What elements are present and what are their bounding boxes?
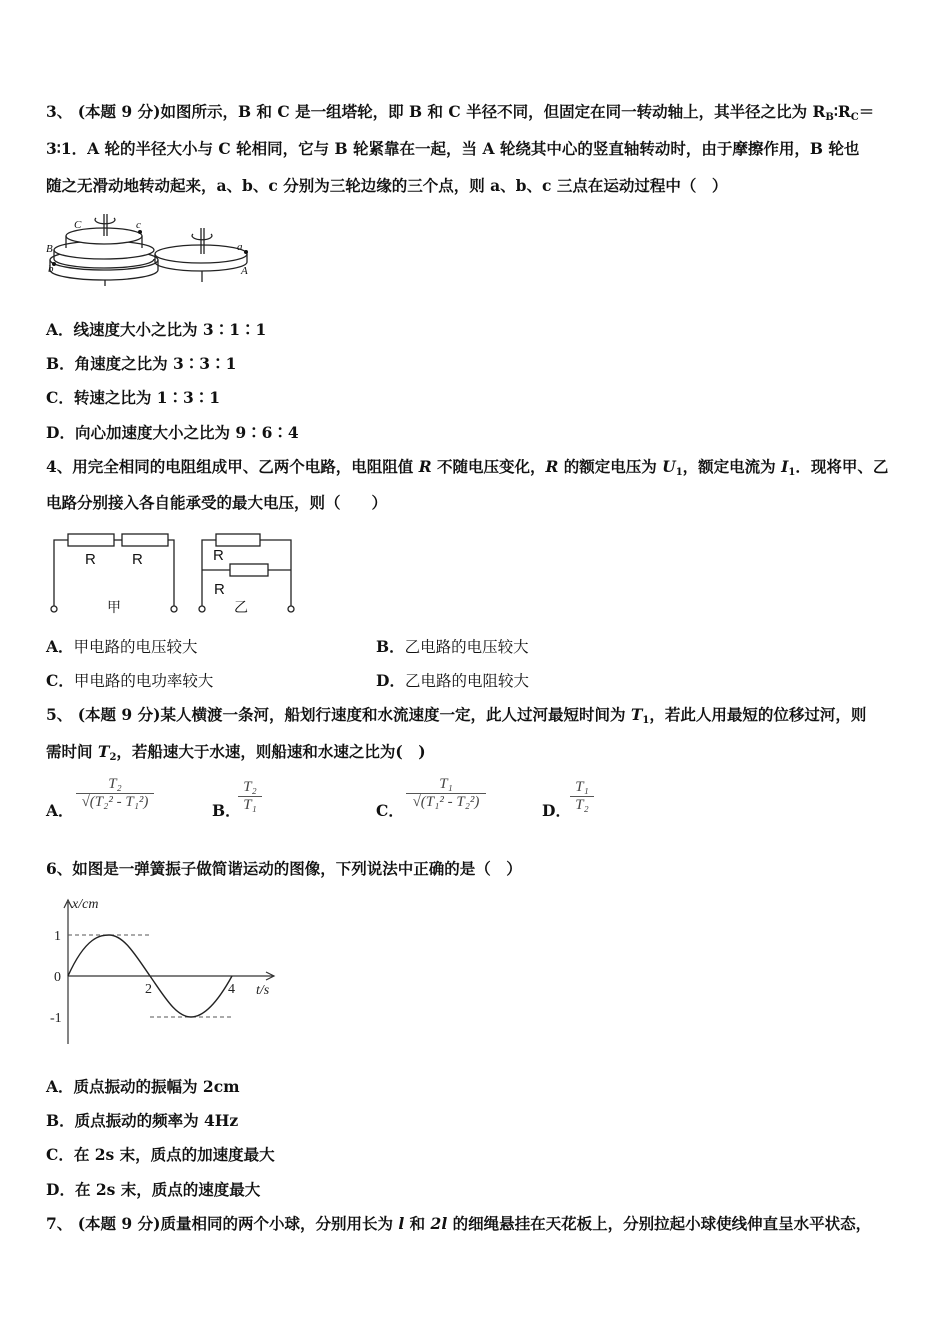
q3-line-3: 随之无滑动地转动起来，a、b、c 分别为三轮边缘的三个点，则 a、b、c 三点在运动过程中（ ） bbox=[46, 176, 728, 195]
resistor-r1-label: R bbox=[85, 551, 96, 568]
q4-line-2: 电路分别接入各自能承受的最大电压，则（ ） bbox=[46, 493, 388, 512]
q4-option-a[interactable]: A．甲电路的电压较大 bbox=[46, 637, 198, 656]
q5-line-1: 5、 (本题 9 分)某人横渡一条河，船划行速度和水流速度一定，此人过河最短时间为 $T_1$，若此人用最短的位移过河，则 bbox=[46, 705, 867, 726]
q5-option-d-fraction: $\frac{\text{T₁}}{\text{T₂}}$ bbox=[570, 779, 594, 814]
q3-option-c[interactable]: C．转速之比为 1∶3∶1 bbox=[46, 388, 221, 407]
q3-line-1: 3、 (本题 9 分)如图所示，B 和 C 是一组塔轮，即 B 和 C 半径不同，但固定在同一转动轴上，其半径之比为 $R_B∶R_C=$ bbox=[46, 102, 875, 123]
graph-x-tick-4: 4 bbox=[228, 982, 235, 997]
q4-option-c[interactable]: C．甲电路的电功率较大 bbox=[46, 671, 214, 690]
graph-y-tick-1: 1 bbox=[54, 929, 61, 944]
graph-y-tick-neg1: -1 bbox=[50, 1011, 62, 1026]
q6-option-b[interactable]: B．质点振动的频率为 4Hz bbox=[46, 1111, 239, 1130]
circuit-figure bbox=[46, 524, 306, 616]
q5-option-d[interactable]: D． bbox=[542, 801, 571, 820]
q3-line-2: 3∶1．A 轮的半径大小与 C 轮相同，它与 B 轮紧靠在一起，当 A 轮绕其中心的竖直轴转动时，由于摩擦作用，B 轮也 bbox=[46, 139, 860, 158]
resistor-r2-label: R bbox=[132, 551, 143, 568]
label-C: C bbox=[74, 219, 82, 231]
graph-x-tick-2: 2 bbox=[145, 982, 152, 997]
label-b: b bbox=[48, 263, 54, 275]
q5-option-b-fraction: $\frac{\text{T₂}}{\text{T₁}}$ bbox=[238, 779, 262, 814]
label-c: c bbox=[136, 219, 141, 231]
q6-option-d[interactable]: D．在 2s 末，质点的速度最大 bbox=[46, 1180, 261, 1199]
q3-option-b[interactable]: B．角速度之比为 3∶3∶1 bbox=[46, 354, 237, 373]
shm-graph bbox=[46, 896, 286, 1048]
graph-y-tick-0: 0 bbox=[54, 970, 61, 985]
q6-option-a[interactable]: A．质点振动的振幅为 2cm bbox=[46, 1077, 240, 1096]
q6-stem: 6、如图是一弹簧振子做简谐运动的图像，下列说法中正确的是（ ） bbox=[46, 859, 522, 878]
q4-option-b[interactable]: B．乙电路的电压较大 bbox=[376, 637, 529, 656]
circuit-jia-label: 甲 bbox=[107, 599, 121, 615]
q7-line-1: 7、 (本题 9 分)质量相同的两个小球，分别用长为 l 和 2l 的细绳悬挂在天花板上，分别拉起小球使线伸直呈水平状态， bbox=[46, 1214, 872, 1233]
resistor-r4-label: R bbox=[214, 581, 225, 598]
q5-option-b[interactable]: B． bbox=[212, 801, 241, 820]
label-A: A bbox=[241, 265, 248, 277]
q5-line-2: 需时间 $T_2$，若船速大于水速，则船速和水速之比为( ) bbox=[46, 742, 426, 763]
tower-wheel-figure bbox=[46, 206, 256, 288]
q4-line-1: 4、用完全相同的电阻组成甲、乙两个电路，电阻阻值 R 不随电压变化，R 的额定电压为 $U_1$，额定电流为 $I_1$．现将甲、乙 bbox=[46, 457, 889, 478]
resistor-r3-label: R bbox=[213, 547, 224, 564]
q5-option-a-fraction: $\frac{\text{T₂}}{\text{√(T₂² - T₁²)}}$ bbox=[76, 776, 154, 811]
graph-y-axis-label: x/cm bbox=[72, 897, 99, 912]
q5-option-c[interactable]: C． bbox=[376, 801, 404, 820]
label-B: B bbox=[46, 243, 53, 255]
q5-option-c-fraction: $\frac{\text{T₁}}{\text{√(T₁² - T₂²)}}$ bbox=[406, 776, 486, 811]
q5-option-a[interactable]: A． bbox=[46, 801, 74, 820]
q3-option-d[interactable]: D．向心加速度大小之比为 9∶6∶4 bbox=[46, 423, 299, 442]
label-a: a bbox=[237, 241, 243, 253]
circuit-yi-label: 乙 bbox=[234, 599, 248, 615]
graph-x-axis-label: t/s bbox=[256, 983, 270, 998]
q6-option-c[interactable]: C．在 2s 末，质点的加速度最大 bbox=[46, 1145, 275, 1164]
q4-option-d[interactable]: D．乙电路的电阻较大 bbox=[376, 671, 529, 690]
q3-option-a[interactable]: A．线速度大小之比为 3∶1∶1 bbox=[46, 320, 267, 339]
